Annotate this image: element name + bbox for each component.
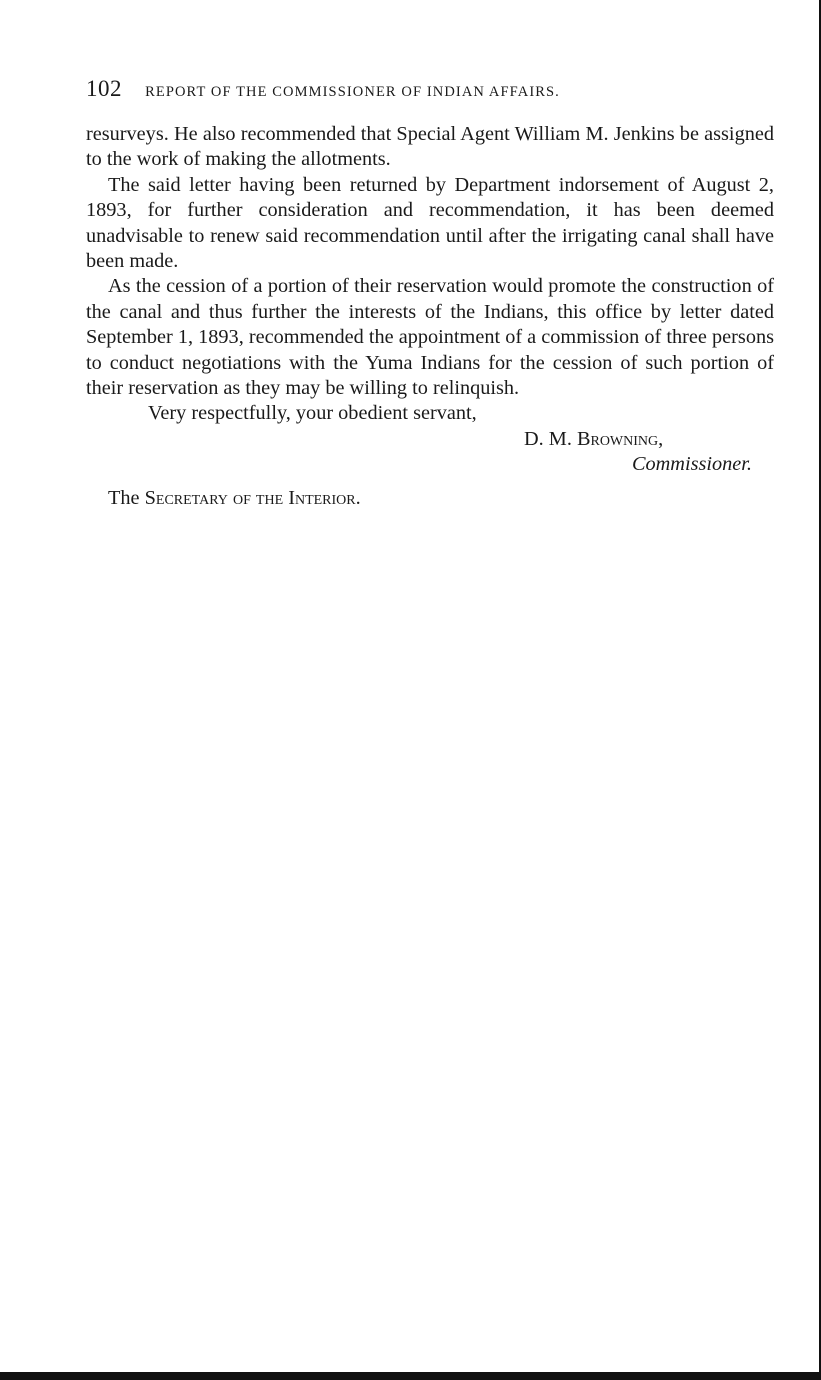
signature-name: D. M. Browning, <box>524 427 664 450</box>
page-header <box>86 76 776 102</box>
page-bottom-border <box>0 1372 821 1380</box>
addressee <box>86 486 774 511</box>
document-body <box>86 122 774 511</box>
closing-line: Very respectfully, your obedient servant, <box>148 402 477 425</box>
addressee-prefix: The <box>108 486 140 509</box>
paragraph-1: resurveys. He also recommended that Special Agent William M. Jenkins be assigned to the work of making the allotments. <box>86 123 774 171</box>
running-head: REPORT OF THE COMMISSIONER OF INDIAN AFFAIRS. <box>145 84 560 100</box>
page-number: 102 <box>86 76 122 101</box>
paragraph-3: As the cession of a portion of their reservation would promote the construction of the canal and thus further the interests of the Indians, this office by letter dated September 1, 1893, recommended the appointment of a commission of three persons to conduct negotiations with the Yuma Indians for the cession of such portion of their reservation as they may be willing to relinquish. <box>86 275 774 400</box>
paragraph-2: The said letter having been returned by Department indorsement of August 2, 1893, for further consideration and recommendation, it has been deemed unadvisable to renew said recommendation until after the irrigating canal shall have been made. <box>86 173 774 273</box>
addressee-recipient: Secretary of the Interior. <box>144 486 361 509</box>
signature-title: Commissioner. <box>631 453 752 476</box>
